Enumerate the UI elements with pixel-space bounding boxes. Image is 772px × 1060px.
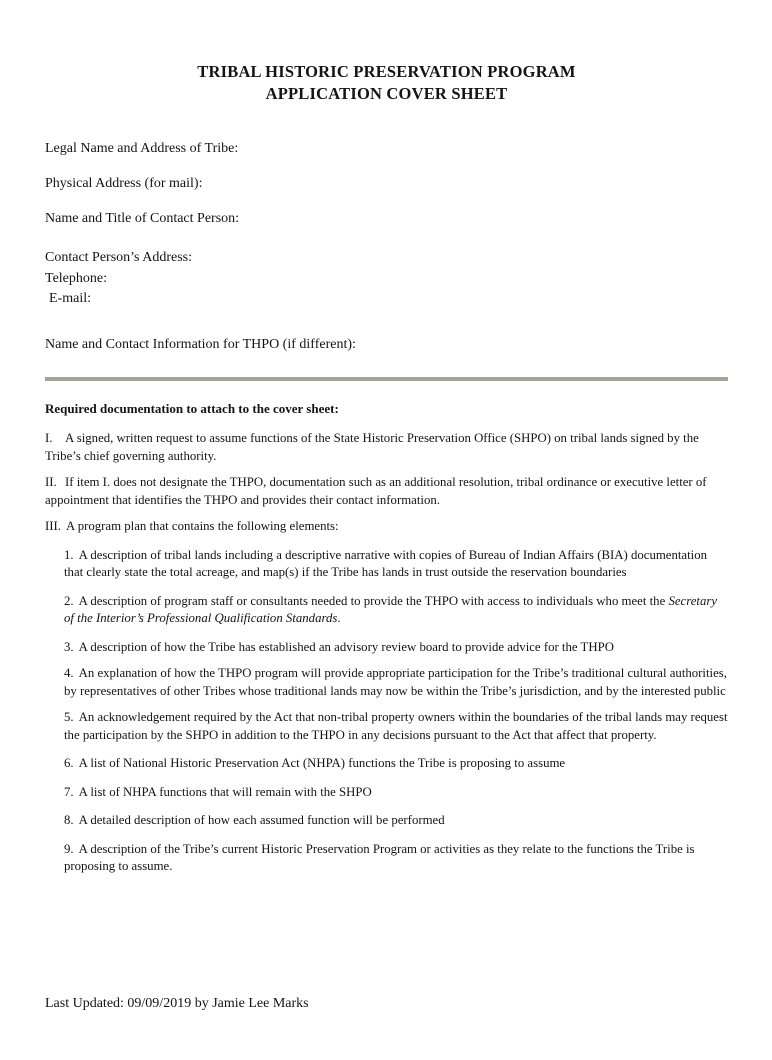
program-plan-item-9 — [64, 841, 728, 876]
required-item-roman-1 — [45, 430, 728, 465]
item-text: A detailed description of how each assumed function will be performed — [78, 813, 445, 827]
title-line-1: TRIBAL HISTORIC PRESERVATION PROGRAM — [197, 62, 576, 81]
item-number: 8. — [64, 813, 74, 827]
item-number: 6. — [64, 756, 74, 770]
item-text-suffix: . — [337, 611, 341, 625]
item-text: A list of NHPA functions that will remain with the SHPO — [78, 784, 372, 799]
field-label-thpo-contact: Name and Contact Information for THPO (if different): — [45, 337, 356, 352]
document-title — [45, 61, 728, 105]
field-label-contact-person: Name and Title of Contact Person: — [45, 211, 240, 226]
document-page — [0, 61, 772, 1060]
item-number: 3. — [64, 639, 74, 654]
item-text: A program plan that contains the following elements: — [65, 519, 339, 533]
required-item-roman-3 — [45, 518, 728, 536]
field-label-physical-address: Physical Address (for mail): — [45, 176, 203, 191]
item-text: A description of the Tribe’s current Historic Preservation Program or activities as they relate to the functions the Tribe is proposing to assume. — [64, 841, 695, 873]
program-plan-item-5 — [64, 709, 728, 744]
item-text: A signed, written request to assume functions of the State Historic Preservation Office (SHPO) on tribal lands signed by the Tribe’s chief governing authority. — [45, 431, 699, 463]
item-text: A list of National Historic Preservation Act (NHPA) functions the Tribe is proposing to assume — [78, 756, 566, 770]
item-number: 7. — [64, 784, 74, 799]
item-text: An acknowledgement required by the Act that non-tribal property owners within the boundaries of the tribal lands may request the participation by the SHPO in addition to the THPO in any decisions pursuant to the Act that affect that property. — [64, 710, 728, 742]
item-number: 5. — [64, 710, 74, 724]
item-text: An explanation of how the THPO program will provide appropriate participation for the Tribe’s traditional cultural authorities, by representatives of other Tribes whose traditional lands may now be within the Tribe’s jurisdiction, and by the interested public — [64, 666, 727, 698]
program-plan-item-1 — [64, 547, 728, 582]
program-plan-item-3 — [64, 639, 728, 657]
program-plan-item-2 — [64, 593, 728, 628]
field-label-contact-address: Contact Person’s Address: — [45, 250, 192, 265]
last-updated-footer: Last Updated: 09/09/2019 by Jamie Lee Marks — [45, 996, 309, 1011]
section-divider-rule — [45, 377, 728, 381]
item-text-italic: Secretary of the Interior’s Professional Qualification Standards — [64, 593, 718, 625]
field-label-email: E-mail: — [49, 291, 91, 306]
item-number: 9. — [64, 841, 74, 856]
program-plan-item-7 — [64, 784, 728, 802]
program-plan-item-6 — [64, 755, 728, 773]
required-documentation-heading: Required documentation to attach to the cover sheet: — [45, 401, 339, 416]
required-item-roman-2 — [45, 474, 728, 509]
item-number: 1. — [64, 547, 74, 562]
item-text: A description of tribal lands including a descriptive narrative with copies of Bureau of Indian Affairs (BIA) documentation that clearly state the total acreage, and map(s) if the Tribe has lands in trust outside the reservation boundaries — [64, 547, 708, 579]
field-label-telephone: Telephone: — [45, 271, 107, 286]
item-number: 4. — [64, 666, 74, 680]
item-text: If item I. does not designate the THPO, documentation such as an additional resolution, tribal ordinance or executive letter of appointment that identifies the THPO and provides their contact information. — [45, 475, 707, 507]
item-number: III. — [45, 519, 61, 533]
item-number: 2. — [64, 593, 74, 608]
item-number: II. — [45, 475, 57, 489]
item-text: A description of program staff or consultants needed to provide the THPO with access to individuals who meet the — [78, 593, 669, 608]
program-plan-item-8 — [64, 812, 728, 830]
field-label-legal-name-address: Legal Name and Address of Tribe: — [45, 141, 239, 156]
title-line-2: APPLICATION COVER SHEET — [265, 84, 508, 103]
program-plan-item-4 — [64, 665, 728, 700]
item-text: A description of how the Tribe has established an advisory review board to provide advice for the THPO — [78, 639, 614, 654]
item-number: I. — [45, 431, 53, 445]
